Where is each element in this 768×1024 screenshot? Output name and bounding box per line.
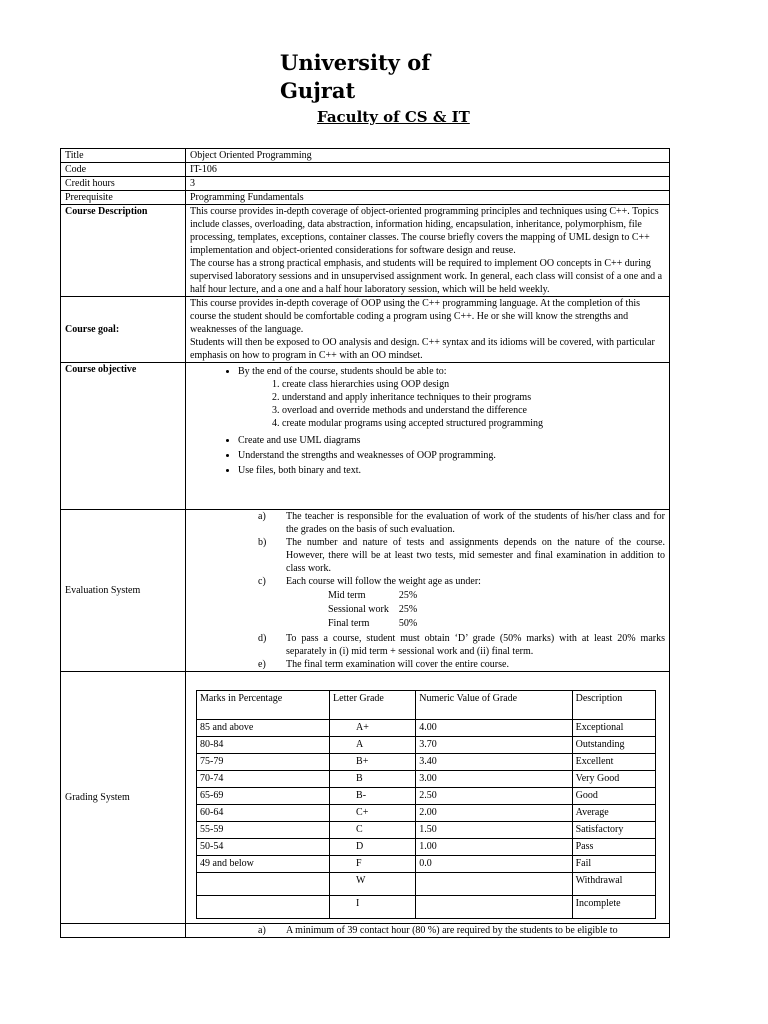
header-marks: Marks in Percentage xyxy=(197,691,330,720)
description-cell: Fail xyxy=(572,856,655,873)
grading-table xyxy=(196,690,656,919)
description-row xyxy=(61,205,670,297)
title-value: Object Oriented Programming xyxy=(186,149,670,163)
table-row xyxy=(197,737,656,754)
attendance-label xyxy=(61,924,186,938)
description-label: Course Description xyxy=(61,205,186,297)
description-cell: Good xyxy=(572,788,655,805)
objective-intro: • By the end of the course, students should be able to: 1. create class hierarchies using OOP design 2. understand and apply inheritance techniques to their programs 3. overload and override methods and understand the difference 4. create modular programs using accepted structured programming xyxy=(238,365,665,430)
marks-cell: 85 and above xyxy=(197,720,330,737)
credit-value: 3 xyxy=(186,177,670,191)
objective-intro-list xyxy=(190,365,665,430)
code-label: Code xyxy=(61,163,186,177)
evaluation-label: Evaluation System xyxy=(61,510,186,672)
objective-label: Course objective xyxy=(61,363,186,510)
evaluation-item-b: b) The number and nature of tests and assignments depends on the nature of the course. However, there will be at least two tests, mid semester and final examination in addition to class work. xyxy=(258,537,665,574)
letter-grade-cell: A+ xyxy=(330,720,416,737)
credit-label: Credit hours xyxy=(61,177,186,191)
numeric-value-cell: 3.70 xyxy=(416,737,572,754)
code-row xyxy=(61,163,670,177)
faculty-title: Faculty of CS & IT xyxy=(317,108,470,126)
university-title: University of Gujrat xyxy=(280,50,431,103)
table-row xyxy=(197,788,656,805)
letter-grade-cell: C xyxy=(330,822,416,839)
marks-cell: 49 and below xyxy=(197,856,330,873)
goal-row xyxy=(61,297,670,363)
attendance-content xyxy=(186,924,670,938)
table-row xyxy=(197,839,656,856)
letter-grade-cell: F xyxy=(330,856,416,873)
table-row xyxy=(197,720,656,737)
list-item: • Use files, both binary and text. xyxy=(238,464,665,477)
letter-grade-cell: C+ xyxy=(330,805,416,822)
prereq-row xyxy=(61,191,670,205)
table-row xyxy=(197,822,656,839)
description-cell: Average xyxy=(572,805,655,822)
description-text: This course provides in-depth coverage of object-oriented programming principles and techniques using C++. Topics include classes, overloading, data abstraction, information hiding, encapsulation, inheritance, polymorphism, file processing, templates, exceptions, container classes. The course briefly covers the mapping of UML design to C++ implementation and object-oriented considerations for software design and reuse. The course has a strong practical emphasis, and students will be required to implement OO concepts in C++ during supervised laboratory sessions and in unsupervised assignment work. In general, each class will consist of a one and a half hour lecture, and a one and a half hour laboratory session, which will be held weekly. xyxy=(186,205,670,297)
letter-grade-cell: A xyxy=(330,737,416,754)
objective-row xyxy=(61,363,670,510)
description-cell: Withdrawal xyxy=(572,873,655,896)
title-row xyxy=(61,149,670,163)
numeric-value-cell xyxy=(416,896,572,919)
attendance-row xyxy=(61,924,670,938)
grading-content xyxy=(186,672,670,924)
letter-grade-cell: B+ xyxy=(330,754,416,771)
attendance-item-a: a) A minimum of 39 contact hour (80 %) are required by the students to be eligible to xyxy=(258,925,618,936)
numeric-value-cell xyxy=(416,873,572,896)
marks-cell: 50-54 xyxy=(197,839,330,856)
marks-cell: 65-69 xyxy=(197,788,330,805)
letter-grade-cell: B- xyxy=(330,788,416,805)
header-numeric: Numeric Value of Grade xyxy=(416,691,572,720)
grading-header-row xyxy=(197,691,656,720)
header-letter: Letter Grade xyxy=(330,691,416,720)
table-row xyxy=(197,771,656,788)
evaluation-item-a: a) The teacher is responsible for the evaluation of work of the students of his/her class and for the grades on the basis of such evaluation. xyxy=(258,511,665,535)
marks-cell: 60-64 xyxy=(197,805,330,822)
numeric-value-cell: 0.0 xyxy=(416,856,572,873)
marks-cell xyxy=(197,896,330,919)
list-item: • Understand the strengths and weaknesses of OOP programming. xyxy=(238,449,665,462)
numeric-value-cell: 3.00 xyxy=(416,771,572,788)
evaluation-item-c: c) Each course will follow the weight age as under: xyxy=(258,576,481,587)
description-cell: Exceptional xyxy=(572,720,655,737)
marks-cell: 70-74 xyxy=(197,771,330,788)
marks-cell: 80-84 xyxy=(197,737,330,754)
weightage-table: Mid term 25% Sessional work 25% Final term 50% xyxy=(328,590,418,629)
marks-cell: 55-59 xyxy=(197,822,330,839)
table-row xyxy=(197,805,656,822)
marks-cell xyxy=(197,873,330,896)
description-cell: Very Good xyxy=(572,771,655,788)
header-description: Description xyxy=(572,691,655,720)
numeric-value-cell: 2.00 xyxy=(416,805,572,822)
objective-content xyxy=(186,363,670,510)
evaluation-content xyxy=(186,510,670,672)
prereq-label: Prerequisite xyxy=(61,191,186,205)
numeric-value-cell: 1.00 xyxy=(416,839,572,856)
list-item: 2. understand and apply inheritance techniques to their programs xyxy=(282,391,665,404)
evaluation-item-e: e) The final term examination will cover the entire course. xyxy=(258,659,509,670)
list-item: • Create and use UML diagrams xyxy=(238,434,665,447)
letter-grade-cell: D xyxy=(330,839,416,856)
grading-row xyxy=(61,672,670,924)
code-value: IT-106 xyxy=(186,163,670,177)
title-label: Title xyxy=(61,149,186,163)
credit-row xyxy=(61,177,670,191)
letter-grade-cell: I xyxy=(330,896,416,919)
objective-bullet-list xyxy=(190,434,665,477)
numeric-value-cell: 4.00 xyxy=(416,720,572,737)
numeric-value-cell: 2.50 xyxy=(416,788,572,805)
letter-grade-cell: B xyxy=(330,771,416,788)
numeric-value-cell: 1.50 xyxy=(416,822,572,839)
list-item: 1. create class hierarchies using OOP design xyxy=(282,378,665,391)
description-cell: Satisfactory xyxy=(572,822,655,839)
table-row xyxy=(197,873,656,896)
course-outline-table xyxy=(60,148,670,938)
table-row xyxy=(197,856,656,873)
list-item: 4. create modular programs using accepted structured programming xyxy=(282,417,665,430)
letter-grade-cell: W xyxy=(330,873,416,896)
description-cell: Excellent xyxy=(572,754,655,771)
goal-label: Course goal: xyxy=(61,297,186,363)
description-cell: Incomplete xyxy=(572,896,655,919)
evaluation-row xyxy=(61,510,670,672)
goal-text: This course provides in-depth coverage of OOP using the C++ programming language. At the completion of this course the student should be comfortable coding a program using C++. He or she will know the strengths and weaknesses of the language. Students will then be exposed to OO analysis and design. C++ syntax and its idioms will be covered, with particular emphasis on how to program in C++ with an OO mindset. xyxy=(186,297,670,363)
description-cell: Pass xyxy=(572,839,655,856)
numeric-value-cell: 3.40 xyxy=(416,754,572,771)
evaluation-item-d: d) To pass a course, student must obtain ‘D’ grade (50% marks) with at least 20% marks separately in (i) mid term + sessional work and (ii) final term. xyxy=(258,633,665,657)
marks-cell: 75-79 xyxy=(197,754,330,771)
table-row xyxy=(197,754,656,771)
description-cell: Outstanding xyxy=(572,737,655,754)
table-row xyxy=(197,896,656,919)
objective-numbered-list xyxy=(238,378,665,430)
prereq-value: Programming Fundamentals xyxy=(186,191,670,205)
grading-label: Grading System xyxy=(61,672,186,924)
list-item: 3. overload and override methods and understand the difference xyxy=(282,404,665,417)
